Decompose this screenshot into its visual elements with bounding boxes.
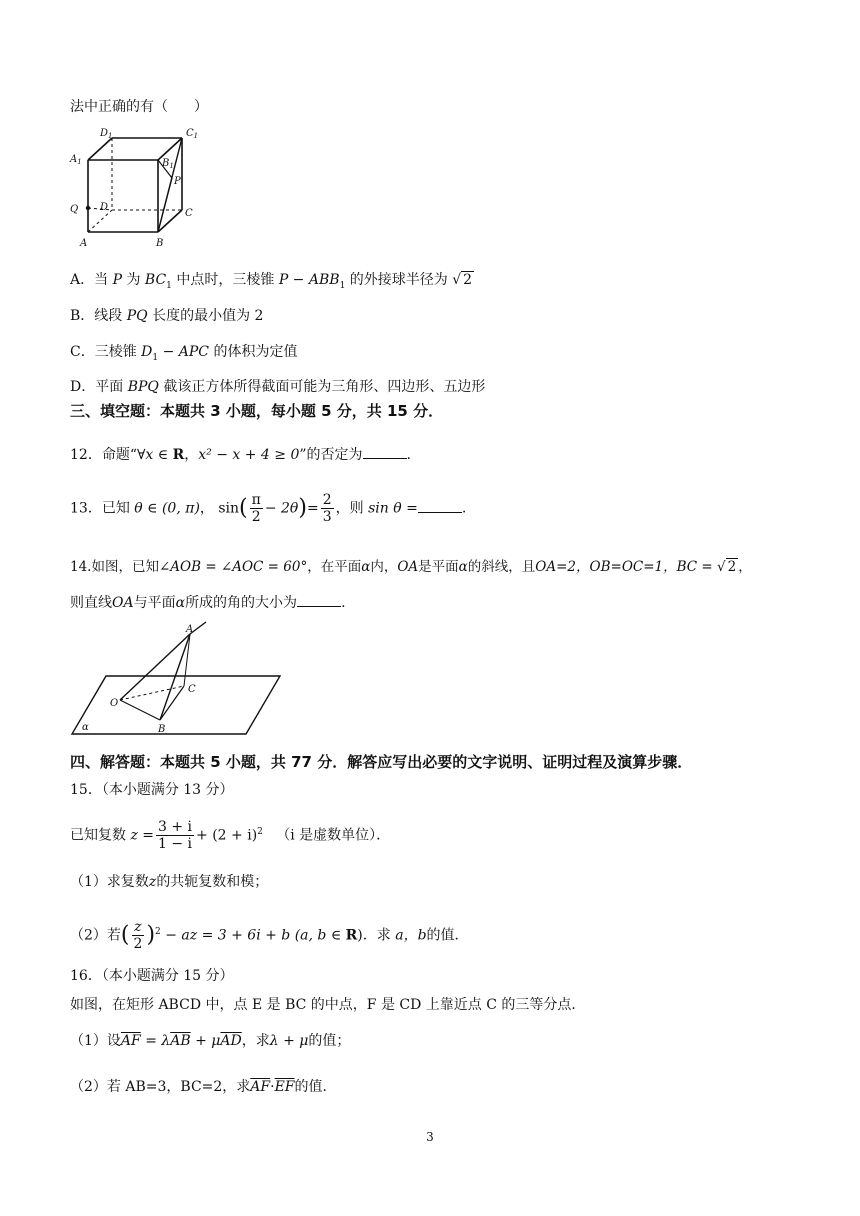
plane-label-c: C — [188, 684, 196, 695]
q15-p2-reals: R — [345, 927, 358, 944]
q13-then: ，则 — [335, 500, 364, 517]
plane-label-a: A — [186, 624, 194, 635]
q16-lambda-mu: λ + μ — [269, 1033, 309, 1049]
q14-oa: OA — [397, 559, 419, 575]
option-d-bpq: BPQ — [127, 379, 159, 395]
q16-eq-lambda: = λ — [145, 1033, 171, 1049]
q15-p2-z-over-2: $\frac{z}{2}$ — [133, 919, 143, 953]
q14-line2-end: 所成的角的大小为 — [185, 595, 298, 611]
q11-stem-paren: ） — [194, 99, 208, 115]
q15-p1-prefix: （1）求复数 — [70, 874, 149, 890]
q12-reals: R — [172, 447, 185, 463]
q14-text1: ，在平面 — [307, 559, 362, 575]
q16-vec-ab: $\overline{AB}$ — [170, 1033, 191, 1049]
q16-p1-rest: ，求 — [241, 1033, 270, 1049]
q11-stem-tail — [70, 97, 208, 117]
q16-intro: 如图，在矩形 ABCD 中，点 E 是 BC 的中点，F 是 CD 上靠近点 C 的三等分点． — [70, 997, 586, 1013]
option-b-pq: PQ — [126, 308, 148, 324]
q15-p1-z: z — [148, 874, 157, 890]
q14-end: . — [341, 595, 346, 611]
q11-option-b — [70, 306, 263, 326]
q15-p2-close: )．求 — [357, 927, 391, 944]
q16-p2-prefix: （2）若 AB=3，BC=2，求 — [70, 1079, 251, 1095]
q11-option-c: C．三棱锥 $D_1$ − APC 的体积为定值 — [70, 344, 298, 363]
option-d-text: 截该正方体所得截面可能为三角形、四边形、五边形 — [163, 379, 486, 395]
q15-intro-prefix: 已知复数 — [70, 827, 126, 844]
q16-plus-mu: + μ — [195, 1033, 221, 1049]
option-b-label: B．线段 — [70, 308, 123, 324]
q14-root: 2 — [727, 559, 737, 575]
page-number: 3 — [426, 1130, 434, 1144]
q15-intro — [70, 814, 390, 854]
q13-answer-blank[interactable] — [418, 498, 462, 513]
q16-vec-ad: $\overline{AD}$ — [220, 1033, 242, 1049]
q14-oa-2: OA — [112, 595, 134, 611]
option-a-text3: 的外接球半径为 — [349, 272, 448, 288]
q12-comma: ， — [184, 447, 199, 463]
q14-line2-mid: 与平面 — [133, 595, 176, 611]
q14-lengths: OA=2，OB=OC=1， — [535, 559, 677, 575]
q15-note: （i 是虚数单位）． — [276, 827, 391, 844]
q12-answer-blank[interactable] — [363, 444, 407, 459]
q13-minus-2theta: − 2θ — [264, 500, 299, 517]
q14-comma: ， — [738, 559, 752, 575]
q14-alpha-1: α — [361, 559, 371, 575]
option-c-d1: D — [141, 344, 153, 360]
cube-label-c1: $C_1$ — [186, 128, 199, 140]
q14-bc: BC = — [676, 559, 713, 575]
q11-stem-text: 法中正确的有（ — [70, 99, 168, 115]
q14-answer-blank[interactable] — [297, 592, 341, 607]
q15-p2-equation: − az = 3 + 6i + b (a, b ∈ — [165, 927, 346, 944]
option-c-label: C．三棱锥 — [70, 344, 137, 360]
option-c-apc: − APC — [158, 344, 210, 360]
q14-text4: 的斜线，且 — [467, 559, 536, 575]
plane-label-o: O — [110, 698, 119, 709]
q12-prefix: 12．命题“ — [70, 447, 137, 463]
q13-sin-theta: sin θ = — [368, 500, 418, 517]
q16-p2-end: 的值． — [294, 1079, 337, 1095]
cube-label-d1: $D_1$ — [100, 128, 113, 140]
q13-pi-over-2: $\frac{\pi}{2}$ — [251, 492, 261, 525]
q16-p1-end: 的值； — [308, 1033, 351, 1049]
option-b-text: 长度的最小值为 2 — [152, 308, 264, 324]
cube-label-b1: $B_1$ — [162, 158, 174, 170]
q14-prefix: 14.如图，已知 — [70, 559, 159, 575]
q16-vec-ef: $\overline{EF}$ — [274, 1079, 295, 1095]
cube-label-a1: $A_1$ — [70, 154, 82, 166]
q15-plus-term: + (2 + i) — [196, 827, 258, 844]
q14-alpha-2: α — [458, 559, 468, 575]
section-4-header: 四、解答题：本题共 5 小题，共 77 分．解答应写出必要的文字说明、证明过程及演算步骤． — [70, 753, 693, 771]
q15-p2-end: 的值． — [426, 927, 469, 944]
q16-dot: · — [270, 1079, 275, 1095]
option-a-pyramid: P − ABB — [278, 272, 340, 288]
cube-label-c: C — [185, 208, 193, 219]
q14-line2-prefix: 则直线 — [70, 595, 112, 611]
q14-text3: 是平面 — [418, 559, 459, 575]
q15-part2: （2）若( $\frac{z}{2}$ )$^2$ − az = 3 + 6i + b (a, b ∈ R)．求 a，b的值． — [70, 919, 469, 953]
q14-alpha-3: α — [175, 595, 186, 611]
section-3-header: 三、填空题：本题共 3 小题，每小题 5 分，共 15 分． — [70, 402, 444, 420]
option-c-text: 的体积为定值 — [213, 344, 298, 360]
q15-square: 2 — [257, 827, 263, 837]
q15-part1 — [70, 872, 268, 892]
option-a-value: 2 — [463, 272, 473, 288]
q13-sin: sin — [218, 500, 240, 517]
q13-theta-range: θ ∈ (0, π) — [134, 500, 200, 517]
q16-part1 — [70, 1031, 350, 1051]
q13: 13．已知 θ ∈ (0, π)， sin( $\frac{\pi}{2}$ − 2θ)= $\frac{2}{3}$ ，则 sin θ = . — [70, 492, 467, 525]
q15-p1-rest: 的共轭复数和模； — [156, 874, 269, 890]
q11-option-d — [70, 377, 485, 397]
q16-vec-af: $\overline{AF}$ — [120, 1033, 141, 1049]
q12-suffix: ”的否定为 — [299, 447, 363, 463]
q14-angles: ∠AOB = ∠AOC = 60° — [158, 559, 308, 575]
cube-label-d: D — [100, 202, 109, 213]
q13-two-thirds: $\frac{2}{3}$ — [322, 492, 332, 525]
q15-p2-prefix: （2）若 — [70, 927, 121, 944]
option-d-label: D．平面 — [70, 379, 124, 395]
option-a-label: A．当 — [70, 272, 109, 288]
cube-figure — [62, 126, 212, 252]
option-a-bc1: BC — [144, 272, 167, 288]
plane-figure — [66, 620, 286, 740]
q15-title: 15．（本小题满分 13 分） — [70, 782, 234, 798]
q14-text2: 内， — [370, 559, 398, 575]
plane-label-b: B — [158, 724, 166, 735]
q16-title: 16．（本小题满分 15 分） — [70, 968, 234, 984]
option-a-text2: 中点时，三棱锥 — [176, 272, 275, 288]
q13-end: . — [461, 500, 467, 517]
q13-equals: = — [306, 500, 319, 517]
q13-comma: ， — [199, 500, 214, 517]
q12-forall: ∀x ∈ — [136, 447, 173, 463]
cube-label-b: B — [156, 238, 164, 249]
q12-expression: x² − x + 4 ≥ 0 — [198, 447, 300, 463]
q16-part2 — [70, 1077, 337, 1097]
q15-fraction: $\frac{3 + i}{1 - i}$ — [158, 819, 193, 853]
q15-p2-ab: a，b — [395, 927, 427, 944]
q14-line2 — [70, 592, 346, 613]
cube-label-p: P — [174, 176, 181, 187]
q11-option-a: A．当 P 为 $BC_1$ 中点时，三棱锥 $P - ABB_1$ 的外接球半径为 √ 2 — [70, 272, 473, 291]
cube-label-q: Q — [70, 204, 79, 215]
q15-z-eq: z = — [130, 827, 155, 844]
q16-p1-prefix: （1）设 — [70, 1033, 121, 1049]
q13-prefix: 13．已知 — [70, 500, 130, 517]
plane-label-alpha: α — [82, 722, 89, 733]
q12 — [70, 444, 411, 465]
q16-p2-vec-af: $\overline{AF}$ — [250, 1079, 271, 1095]
option-a-p: P — [112, 272, 122, 288]
q14-line1: 14.如图，已知∠AOB = ∠AOC = 60°，在平面α内，OA是平面α的斜线，且OA=2，OB=OC=1，BC = √ 2 ， — [70, 559, 752, 575]
q12-end: . — [406, 447, 411, 463]
option-a-text1: 为 — [126, 272, 141, 288]
cube-label-a: A — [80, 238, 88, 249]
